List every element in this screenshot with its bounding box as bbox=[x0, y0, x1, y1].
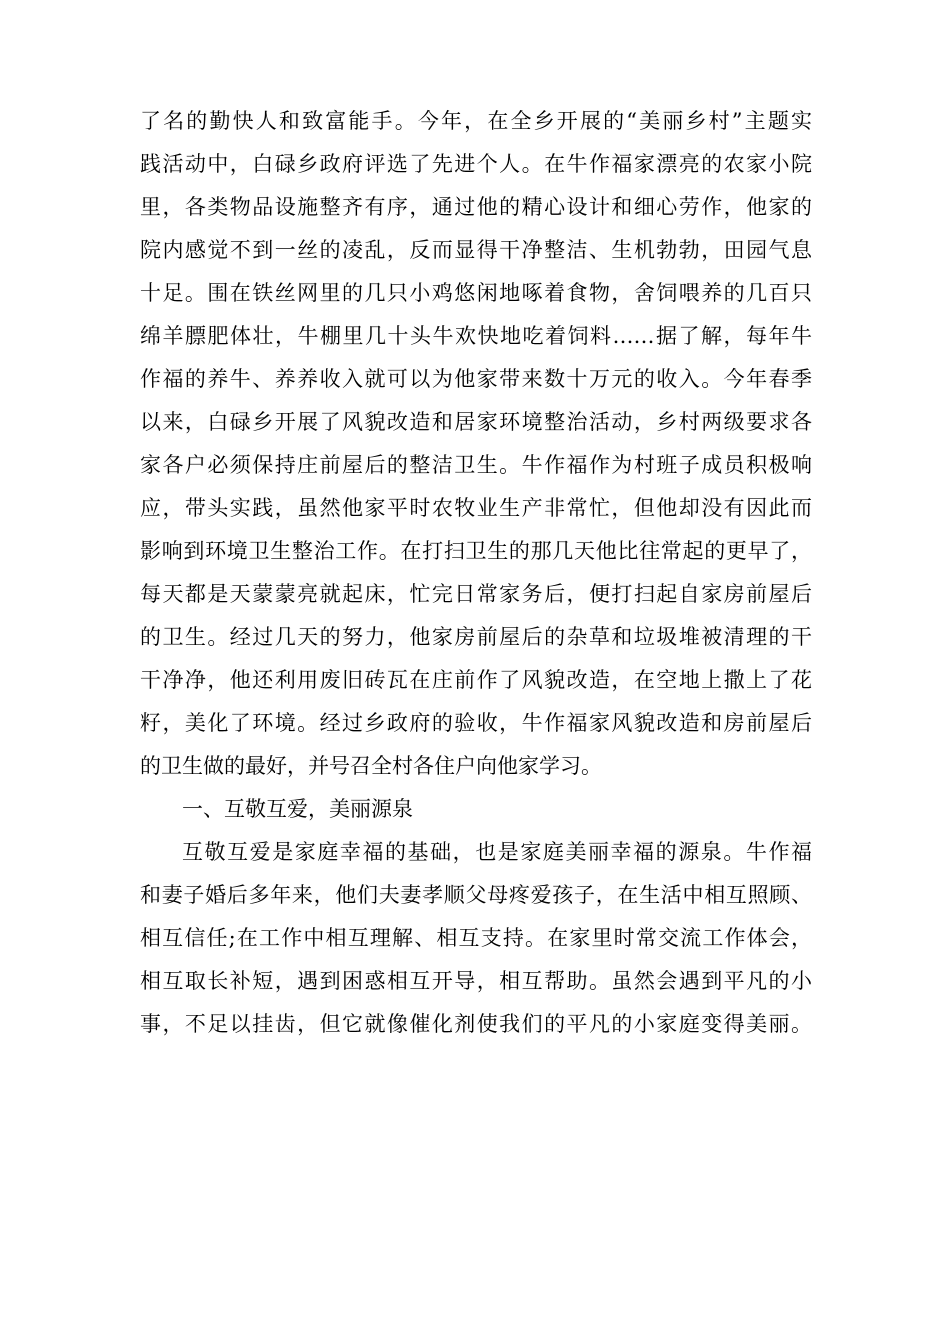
text-line: 影响到环境卫生整治工作。在打扫卫生的那几天他比往常起的更早了， bbox=[140, 539, 812, 563]
text-line: 相互取长补短，遇到困惑相互开导，相互帮助。虽然会遇到平凡的小 bbox=[140, 969, 812, 993]
text-line: 了名的勤快人和致富能手。今年，在全乡开展的“美丽乡村”主题实 bbox=[140, 109, 812, 133]
text-line: 相互信任;在工作中相互理解、相互支持。在家里时常交流工作体会， bbox=[140, 926, 812, 950]
text-line: 里，各类物品设施整齐有序，通过他的精心设计和细心劳作，他家的 bbox=[140, 195, 812, 219]
text-line: 和妻子婚后多年来，他们夫妻孝顺父母疼爱孩子，在生活中相互照顾、 bbox=[140, 883, 812, 907]
text-line: 践活动中，白碌乡政府评选了先进个人。在牛作福家漂亮的农家小院 bbox=[140, 152, 812, 176]
text-line: 每天都是天蒙蒙亮就起床，忙完日常家务后，便打扫起自家房前屋后 bbox=[140, 582, 812, 606]
document-page bbox=[140, 100, 812, 1046]
paragraph-1 bbox=[140, 100, 812, 788]
text-line: 的卫生。经过几天的努力，他家房前屋后的杂草和垃圾堆被清理的干 bbox=[140, 625, 812, 649]
text-line: 籽，美化了环境。经过乡政府的验收，牛作福家风貌改造和房前屋后 bbox=[140, 711, 812, 735]
text-line: 家各户必须保持庄前屋后的整洁卫生。牛作福作为村班子成员积极响 bbox=[140, 453, 812, 477]
heading-text: 一、互敬互爱，美丽源泉 bbox=[182, 797, 413, 821]
text-line: 互敬互爱是家庭幸福的基础，也是家庭美丽幸福的源泉。牛作福 bbox=[182, 840, 812, 864]
paragraph-2 bbox=[140, 831, 812, 1046]
text-line: 作福的养牛、养养收入就可以为他家带来数十万元的收入。今年春季 bbox=[140, 367, 812, 391]
text-line: 事，不足以挂齿，但它就像催化剂使我们的平凡的小家庭变得美丽。 bbox=[140, 1012, 812, 1036]
text-line: 绵羊膘肥体壮，牛棚里几十头牛欢快地吃着饲料……据了解，每年牛 bbox=[140, 324, 812, 348]
text-line: 应，带头实践，虽然他家平时农牧业生产非常忙，但他却没有因此而 bbox=[140, 496, 812, 520]
text-line: 的卫生做的最好，并号召全村各住户向他家学习。 bbox=[140, 754, 602, 778]
section-heading bbox=[140, 788, 812, 831]
text-line: 干净净，他还利用废旧砖瓦在庄前作了风貌改造，在空地上撒上了花 bbox=[140, 668, 812, 692]
text-line: 十足。围在铁丝网里的几只小鸡悠闲地啄着食物，舍饲喂养的几百只 bbox=[140, 281, 812, 305]
text-line: 以来，白碌乡开展了风貌改造和居家环境整治活动，乡村两级要求各 bbox=[140, 410, 812, 434]
text-line: 院内感觉不到一丝的凌乱，反而显得干净整洁、生机勃勃，田园气息 bbox=[140, 238, 812, 262]
